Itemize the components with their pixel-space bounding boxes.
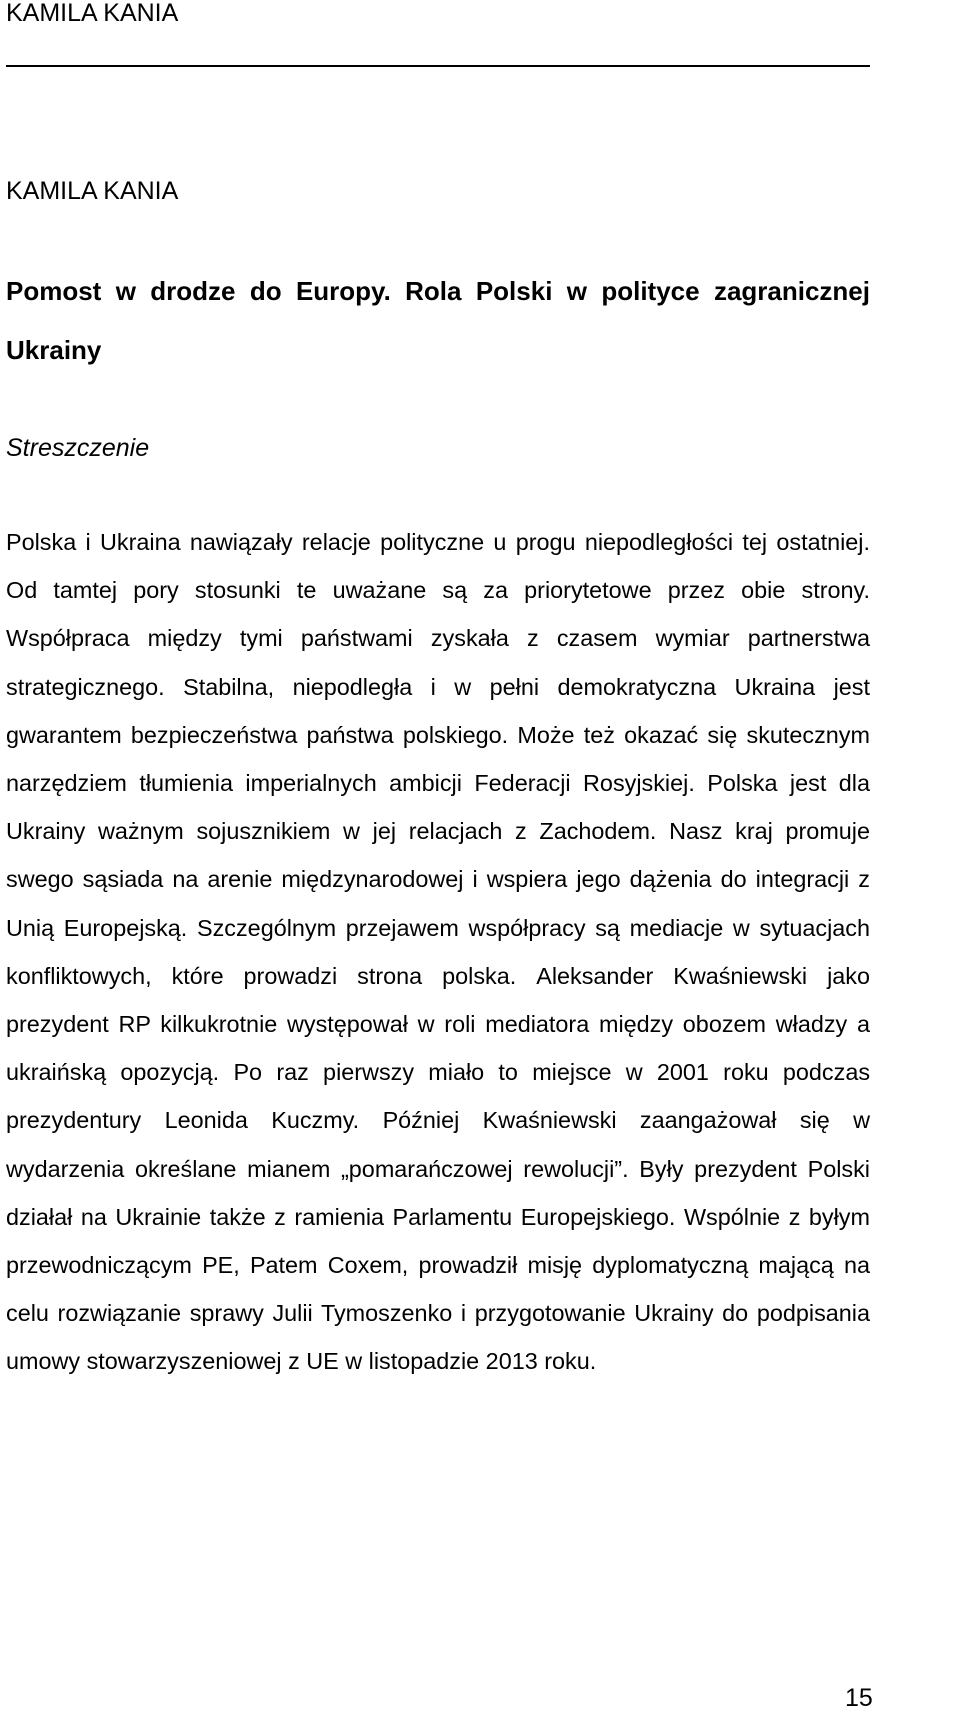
article-author: KAMILA KANIA: [6, 177, 179, 205]
header-rule: [6, 65, 870, 67]
page-number: 15: [845, 1684, 873, 1712]
abstract-sentence: Polska jest dla Ukrainy ważnym sojusznikiem w jej relacjach z Zachodem.: [6, 770, 870, 845]
article-title: Pomost w drodze do Europy. Rola Polski w polityce zagranicznej Ukrainy: [6, 276, 870, 365]
abstract-sentence: Może też okazać się skutecznym narzędziem tłumienia imperialnych ambicji Federacji Rosyjskiej.: [6, 721, 870, 797]
abstract-paragraph: [6, 518, 870, 1386]
abstract-sentence: Polska i Ukraina nawiązały relacje polityczne u progu niepodległości tej ostatniej.: [6, 529, 870, 555]
running-header-author: KAMILA KANIA: [6, 0, 179, 27]
abstract-sentence: Stabilna, niepodległa i w pełni demokratyczna Ukraina jest gwarantem bezpieczeństwa państwa polskiego.: [6, 673, 871, 748]
abstract-sentence: Wspólnie z byłym przewodniczącym PE, Patem Coxem, prowadził misję dyplomatyczną mającą na celu rozwiązanie sprawy Julii Tymoszenko i przygotowanie Ukrainy do podpisania umowy stowarzyszeniowej z UE w listopadzie 2013 roku.: [6, 1203, 870, 1375]
abstract-sentence: Później Kwaśniewski zaangażował się w wydarzenia określane mianem „pomarańczowej rewolucji”.: [6, 1107, 871, 1182]
abstract-heading: Streszczenie: [6, 434, 150, 462]
abstract-sentence: Były prezydent Polski działał na Ukrainie także z ramienia Parlamentu Europejskiego.: [6, 1155, 870, 1230]
abstract-sentence: Szczególnym przejawem współpracy są mediacje w sytuacjach konfliktowych, które prowadzi strona polska.: [6, 914, 870, 989]
abstract-sentence: Aleksander Kwaśniewski jako prezydent RP kilkukrotnie występował w roli mediatora między obozem władzy a ukraińską opozycją.: [6, 962, 870, 1086]
abstract-sentence: Nasz kraj promuje swego sąsiada na arenie międzynarodowej i wspiera jego dążenia do integracji z Unią Europejską.: [6, 818, 871, 941]
abstract-sentence: Od tamtej pory stosunki te uważane są za priorytetowe przez obie strony.: [6, 577, 870, 604]
abstract-sentence: Po raz pierwszy miało to miejsce w 2001 roku podczas prezydentury Leonida Kuczmy.: [6, 1059, 871, 1134]
abstract-sentence: Współpraca między tymi państwami zyskała z czasem wymiar partnerstwa strategicznego.: [6, 625, 870, 700]
